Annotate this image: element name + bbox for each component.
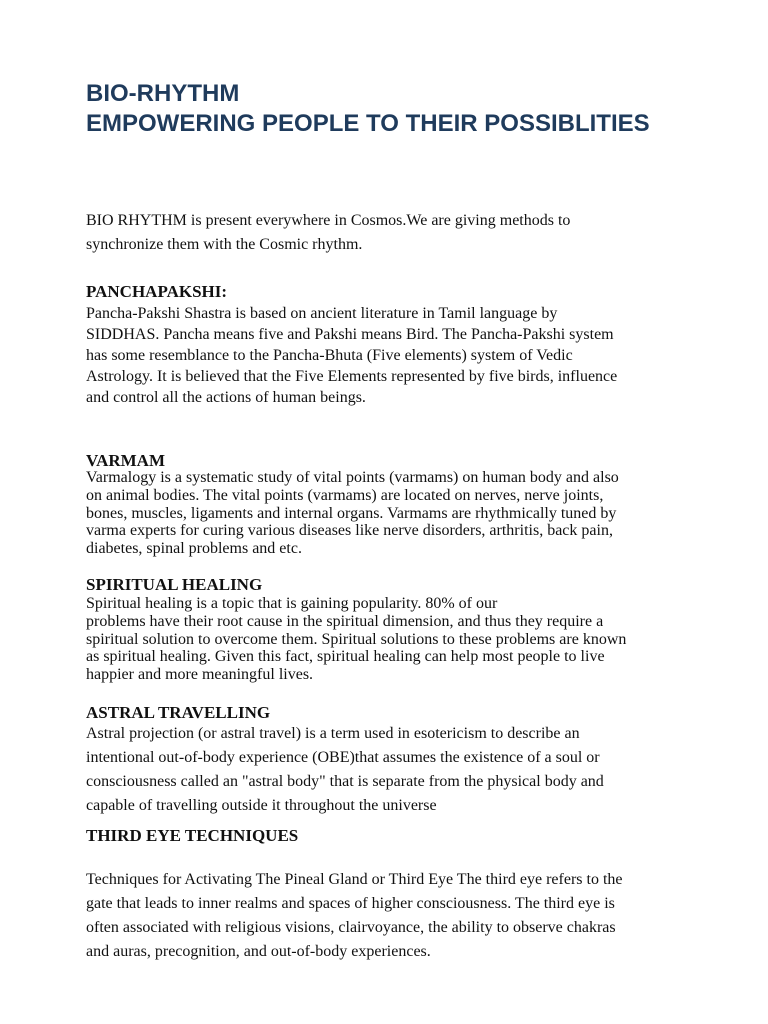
body-line: Pancha-Pakshi Shastra is based on ancient literature in Tamil language by <box>86 305 558 322</box>
body-line: happier and more meaningful lives. <box>86 666 314 684</box>
section-body-third-eye-techniques <box>86 868 686 964</box>
intro-paragraph <box>86 209 686 257</box>
section-heading-third-eye-techniques: THIRD EYE TECHNIQUES <box>86 826 299 845</box>
body-line: Varmalogy is a systematic study of vital points (varmams) on human body and also <box>86 469 619 486</box>
section-heading-panchapakshi: PANCHAPAKSHI: <box>86 282 228 301</box>
body-line: gate that leads to inner realms and spaces of higher consciousness. The third eye is <box>86 895 615 912</box>
body-line: diabetes, spinal problems and etc. <box>86 540 302 558</box>
body-line: Spiritual healing is a topic that is gaining popularity. 80% of our <box>86 595 498 612</box>
section-body-panchapakshi <box>86 303 686 408</box>
body-line: Astrology. It is believed that the Five Elements represented by five birds, influence <box>86 368 618 385</box>
section-heading-spiritual-healing: SPIRITUAL HEALING <box>86 575 263 594</box>
body-line: spiritual solution to overcome them. Spiritual solutions to these problems are known <box>86 630 627 648</box>
body-line: intentional out-of-body experience (OBE)that assumes the existence of a soul or <box>86 749 600 766</box>
section-heading-varmam: VARMAM <box>86 451 166 470</box>
body-line: and control all the actions of human beings. <box>86 389 366 406</box>
body-line: as spiritual healing. Given this fact, spiritual healing can help most people to live <box>86 648 605 666</box>
body-line: problems have their root cause in the spiritual dimension, and thus they require a <box>86 612 604 630</box>
body-line: varma experts for curing various diseases like nerve disorders, arthritis, back pain, <box>86 522 613 540</box>
body-line: consciousness called an "astral body" that is separate from the physical body and <box>86 773 604 790</box>
body-line: Techniques for Activating The Pineal Gland or Third Eye The third eye refers to the <box>86 871 623 888</box>
section-body-spiritual-healing <box>86 595 686 684</box>
body-line: capable of travelling outside it throughout the universe <box>86 797 437 814</box>
body-line: has some resemblance to the Pancha-Bhuta (Five elements) system of Vedic <box>86 347 573 364</box>
intro-line: synchronize them with the Cosmic rhythm. <box>86 236 363 253</box>
body-line: bones, muscles, ligaments and internal organs. Varmams are rhythmically tuned by <box>86 504 617 522</box>
section-body-varmam <box>86 469 686 558</box>
document-title-line-1: BIO-RHYTHM <box>86 80 240 107</box>
body-line: and auras, precognition, and out-of-body experiences. <box>86 943 431 960</box>
body-line: SIDDHAS. Pancha means five and Pakshi means Bird. The Pancha-Pakshi system <box>86 326 614 343</box>
body-line: Astral projection (or astral travel) is a term used in esotericism to describe an <box>86 725 580 742</box>
body-line: on animal bodies. The vital points (varmams) are located on nerves, nerve joints, <box>86 486 604 504</box>
section-body-astral-travelling <box>86 722 686 818</box>
body-line: often associated with religious visions, clairvoyance, the ability to observe chakras <box>86 919 616 936</box>
section-heading-astral-travelling: ASTRAL TRAVELLING <box>86 703 271 722</box>
document-title-line-2: EMPOWERING PEOPLE TO THEIR POSSIBLITIES <box>86 110 650 137</box>
intro-line: BIO RHYTHM is present everywhere in Cosmos.We are giving methods to <box>86 212 571 229</box>
